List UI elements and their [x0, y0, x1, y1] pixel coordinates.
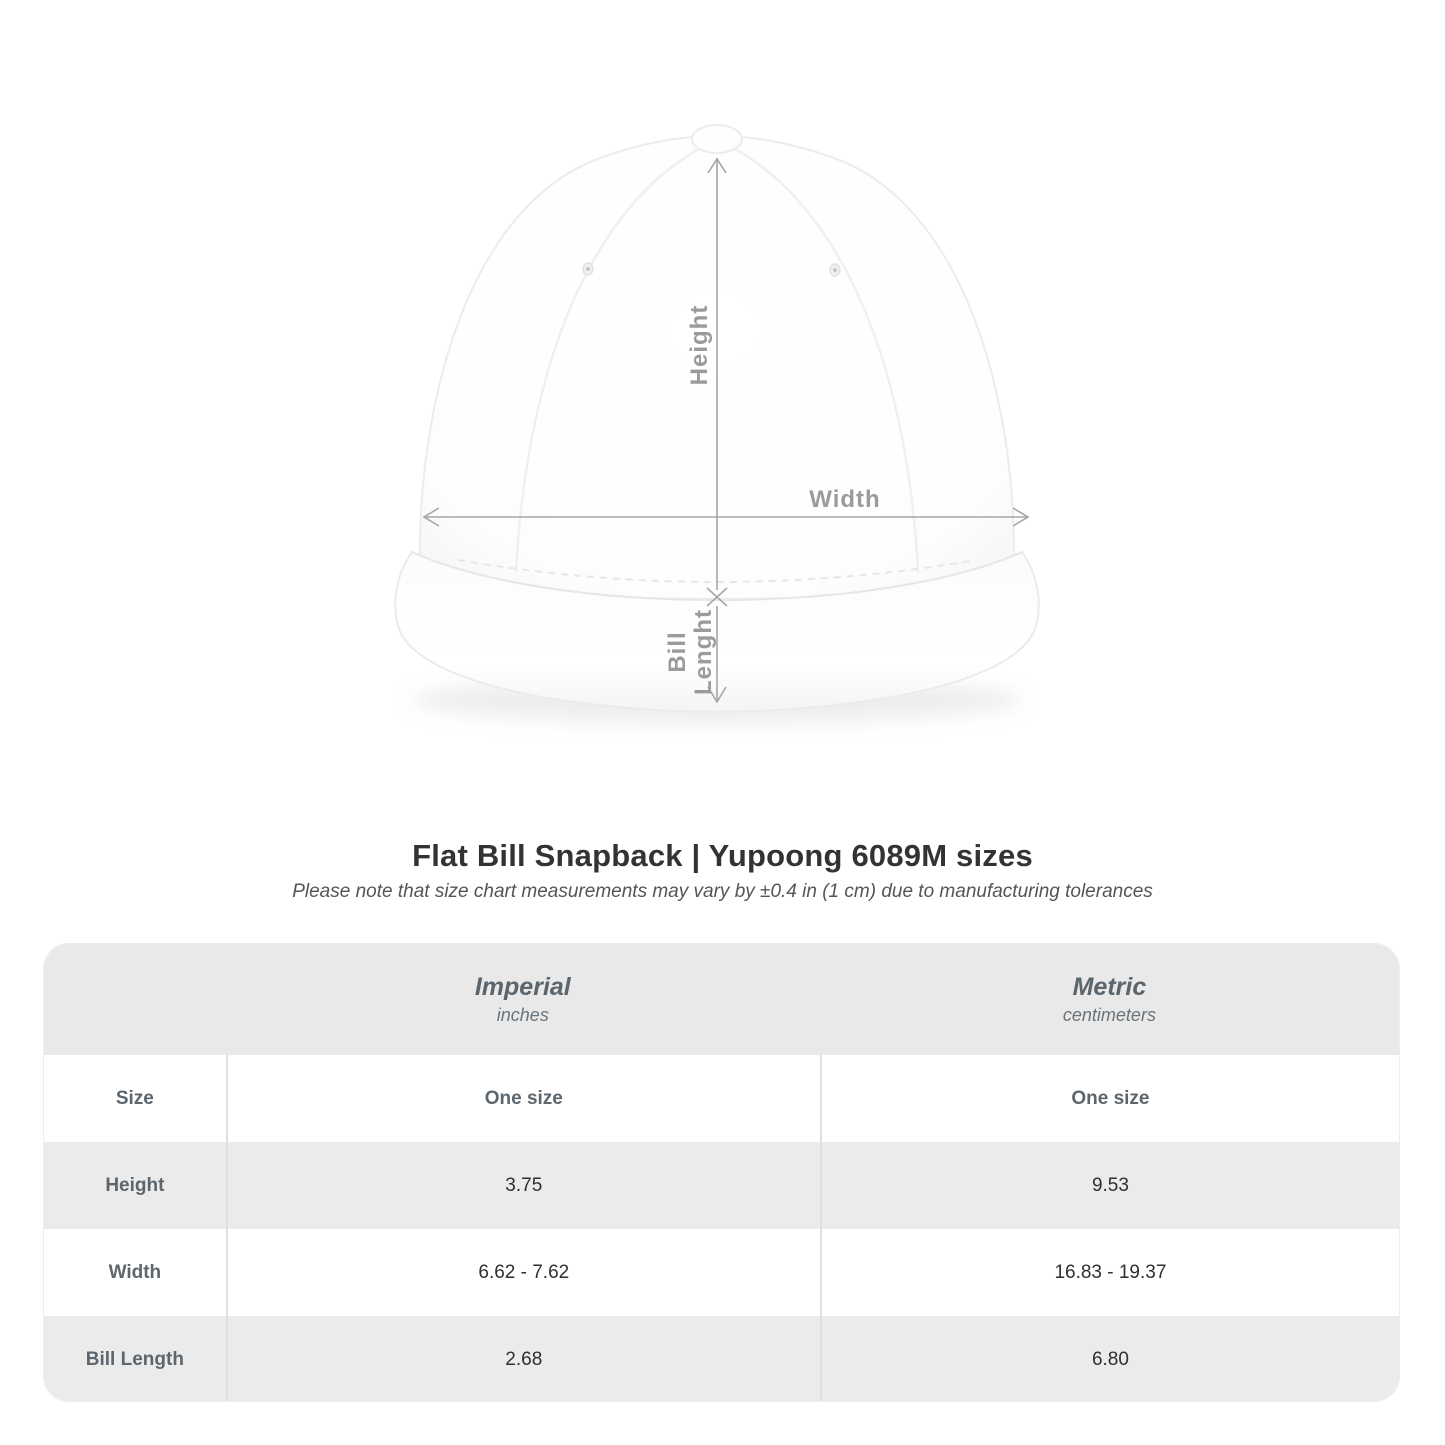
header-spacer-cell [44, 944, 226, 1055]
table-row-height [44, 1142, 1399, 1229]
eyelet-left [583, 263, 593, 275]
width-label: Width [809, 486, 881, 513]
bill-length-label-line1: Bill [664, 631, 691, 673]
imperial-value: 3.75 [226, 1142, 820, 1229]
metric-value: 6.80 [820, 1316, 1399, 1402]
row-label: Size [115, 1087, 154, 1109]
imperial-column-header [226, 944, 820, 1055]
page-subtitle: Please note that size chart measurements may vary by ±0.4 in (1 cm) due to manufacturing tolerances [292, 881, 1153, 902]
imperial-label: Imperial [474, 973, 571, 1001]
table-row-bill-length [44, 1316, 1399, 1402]
imperial-unit-label: inches [496, 1005, 549, 1025]
row-label: Bill Length [85, 1348, 184, 1370]
metric-value: One size [820, 1055, 1399, 1142]
metric-column-header [820, 944, 1399, 1055]
imperial-value: 6.62 - 7.62 [226, 1229, 820, 1316]
crown-button [692, 125, 742, 153]
height-label: Height [686, 304, 713, 386]
metric-unit-label: centimeters [1062, 1005, 1156, 1025]
size-table-header [44, 944, 1399, 1055]
eyelet-right [830, 264, 840, 276]
bill-length-label-line2: Lenght [690, 609, 717, 695]
row-label: Width [108, 1261, 162, 1283]
imperial-value: One size [226, 1055, 820, 1142]
page-title: Flat Bill Snapback | Yupoong 6089M sizes [412, 838, 1033, 873]
row-label: Height [105, 1174, 165, 1196]
size-table [43, 943, 1400, 1402]
imperial-value: 2.68 [226, 1316, 820, 1402]
metric-value: 16.83 - 19.37 [820, 1229, 1399, 1316]
table-row-size [44, 1055, 1399, 1142]
metric-value: 9.53 [820, 1142, 1399, 1229]
table-row-width [44, 1229, 1399, 1316]
metric-label: Metric [1072, 973, 1147, 1001]
